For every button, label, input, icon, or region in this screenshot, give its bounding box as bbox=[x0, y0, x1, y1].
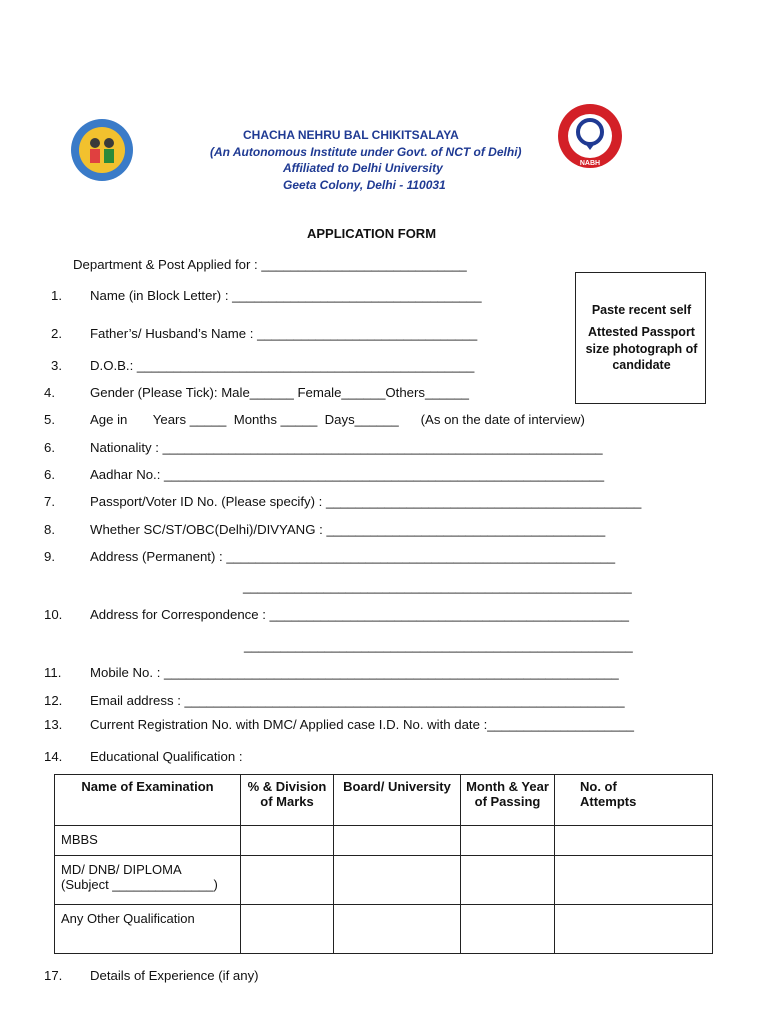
header-attempts: No. of Attempts bbox=[555, 775, 713, 826]
table-cell[interactable] bbox=[461, 905, 555, 954]
father-husband-name-field[interactable]: Father’s/ Husband’s Name : ______________________________ bbox=[90, 326, 478, 341]
table-row bbox=[55, 856, 713, 905]
passport-voter-id-field[interactable]: Passport/Voter ID No. (Please specify) : ___________________________________________ bbox=[90, 494, 642, 509]
field-num: 10. bbox=[44, 607, 63, 622]
row-label-mbbs: MBBS bbox=[55, 826, 241, 856]
hospital-title: CHACHA NEHRU BAL CHIKITSALAYA bbox=[243, 128, 459, 142]
field-num: 3. bbox=[51, 358, 62, 373]
field-num: 17. bbox=[44, 968, 63, 983]
registration-field[interactable]: Current Registration No. with DMC/ Applied case I.D. No. with date :____________________ bbox=[90, 717, 634, 732]
row-label-md: MD/ DNB/ DIPLOMA (Subject ______________) bbox=[55, 856, 241, 905]
name-field[interactable]: Name (in Block Letter) : __________________________________ bbox=[90, 288, 482, 303]
hospital-logo bbox=[69, 117, 135, 183]
table-cell[interactable] bbox=[241, 905, 334, 954]
field-num: 4. bbox=[44, 385, 55, 400]
mobile-field[interactable]: Mobile No. : ______________________________________________________________ bbox=[90, 665, 619, 680]
header-exam: Name of Examination bbox=[55, 775, 241, 826]
field-num: 13. bbox=[44, 717, 63, 732]
photo-line3: size photograph of bbox=[585, 342, 698, 356]
table-cell[interactable] bbox=[461, 856, 555, 905]
field-num: 9. bbox=[44, 549, 55, 564]
field-num: 6. bbox=[44, 467, 55, 482]
nabh-label: NABH bbox=[579, 160, 601, 167]
table-row bbox=[55, 826, 713, 856]
form-title: APPLICATION FORM bbox=[307, 226, 437, 241]
nabh-logo bbox=[556, 102, 624, 170]
dob-field[interactable]: D.O.B.: ______________________________________________ bbox=[90, 358, 475, 373]
header-passing: Month & Year of Passing bbox=[461, 775, 555, 826]
field-num: 6. bbox=[44, 440, 55, 455]
email-field[interactable]: Email address : ____________________________________________________________ bbox=[90, 693, 625, 708]
header-marks: % & Division of Marks bbox=[241, 775, 334, 826]
table-cell[interactable] bbox=[241, 856, 334, 905]
hospital-subtitle: (An Autonomous Institute under Govt. of NCT of Delhi) bbox=[210, 145, 522, 159]
experience-heading: Details of Experience (if any) bbox=[90, 968, 259, 983]
photo-line1: Paste recent self bbox=[591, 303, 692, 317]
dept-post-field[interactable]: Department & Post Applied for : ____________________________ bbox=[73, 257, 467, 272]
table-cell[interactable] bbox=[334, 856, 461, 905]
education-table bbox=[54, 774, 713, 954]
field-num: 8. bbox=[44, 522, 55, 537]
header-board: Board/ University bbox=[334, 775, 461, 826]
table-cell[interactable] bbox=[334, 826, 461, 856]
field-num: 11. bbox=[44, 665, 62, 680]
age-field[interactable]: Age in Years _____ Months _____ Days______ (As on the date of interview) bbox=[90, 412, 585, 427]
correspondence-address-line2[interactable]: _____________________________________________________ bbox=[244, 638, 633, 653]
education-heading: Educational Qualification : bbox=[90, 749, 243, 764]
table-cell[interactable] bbox=[334, 905, 461, 954]
correspondence-address-field[interactable]: Address for Correspondence : _________________________________________________ bbox=[90, 607, 629, 622]
field-num: 1. bbox=[51, 288, 62, 303]
hospital-address: Geeta Colony, Delhi - 110031 bbox=[283, 178, 446, 192]
table-cell[interactable] bbox=[241, 826, 334, 856]
permanent-address-field[interactable]: Address (Permanent) : _____________________________________________________ bbox=[90, 549, 616, 564]
hospital-affiliation: Affiliated to Delhi University bbox=[283, 161, 443, 175]
photo-line4: candidate bbox=[612, 358, 671, 372]
table-header-row bbox=[55, 775, 713, 826]
gender-field[interactable]: Gender (Please Tick): Male______ Female______Others______ bbox=[90, 385, 470, 400]
row-label-other: Any Other Qualification bbox=[55, 905, 241, 954]
photo-box bbox=[575, 272, 706, 404]
field-num: 2. bbox=[51, 326, 62, 341]
aadhar-field[interactable]: Aadhar No.: ____________________________________________________________ bbox=[90, 467, 605, 482]
field-num: 12. bbox=[44, 693, 63, 708]
field-num: 14. bbox=[44, 749, 63, 764]
nationality-field[interactable]: Nationality : ____________________________________________________________ bbox=[90, 440, 603, 455]
field-num: 5. bbox=[44, 412, 55, 427]
field-num: 7. bbox=[44, 494, 55, 509]
table-cell[interactable] bbox=[555, 856, 713, 905]
permanent-address-line2[interactable]: _____________________________________________________ bbox=[243, 579, 632, 594]
photo-line2: Attested Passport bbox=[588, 325, 695, 339]
table-cell[interactable] bbox=[461, 826, 555, 856]
table-row bbox=[55, 905, 713, 954]
table-cell[interactable] bbox=[555, 826, 713, 856]
table-cell[interactable] bbox=[555, 905, 713, 954]
category-field[interactable]: Whether SC/ST/OBC(Delhi)/DIVYANG : ______________________________________ bbox=[90, 522, 606, 537]
